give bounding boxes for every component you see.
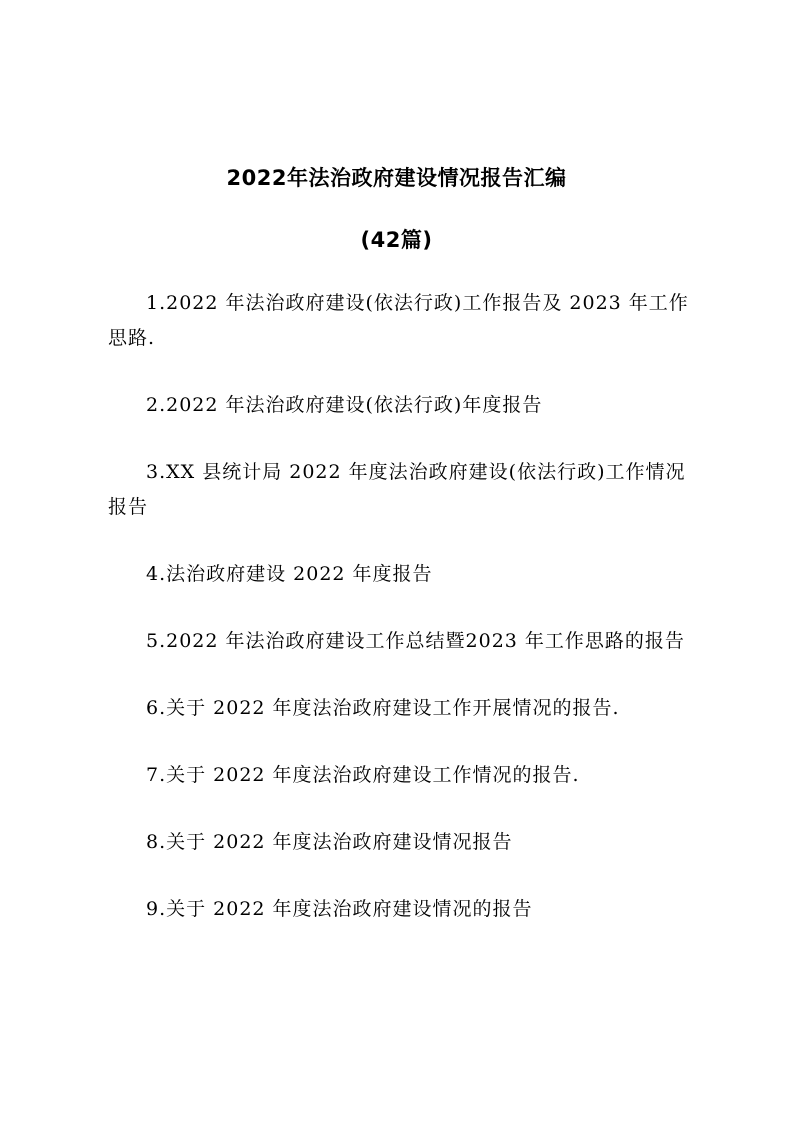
toc-item-3: 3.XX 县统计局 2022 年度法治政府建设(依法行政)工作情况报告 [108,461,686,518]
toc-item-8: 8.关于 2022 年度法治政府建设情况报告 [146,831,513,853]
document-title: 2022年法治政府建设情况报告汇编 [226,166,567,190]
toc-item-4: 4.法治政府建设 2022 年度报告 [146,563,433,585]
toc-item-7: 7.关于 2022 年度法治政府建设工作情况的报告. [146,764,580,786]
toc-item-2: 2.2022 年法治政府建设(依法行政)年度报告 [146,394,543,416]
toc-item-5: 5.2022 年法治政府建设工作总结暨2023 年工作思路的报告 [146,630,685,652]
toc-item-1: 1.2022 年法治政府建设(依法行政)工作报告及 2023 年工作思路. [108,292,689,349]
document-subtitle: (42篇) [360,228,433,252]
table-of-contents [108,286,698,959]
toc-item-9: 9.关于 2022 年度法治政府建设情况的报告 [146,898,533,920]
toc-item-6: 6.关于 2022 年度法治政府建设工作开展情况的报告. [146,697,620,719]
